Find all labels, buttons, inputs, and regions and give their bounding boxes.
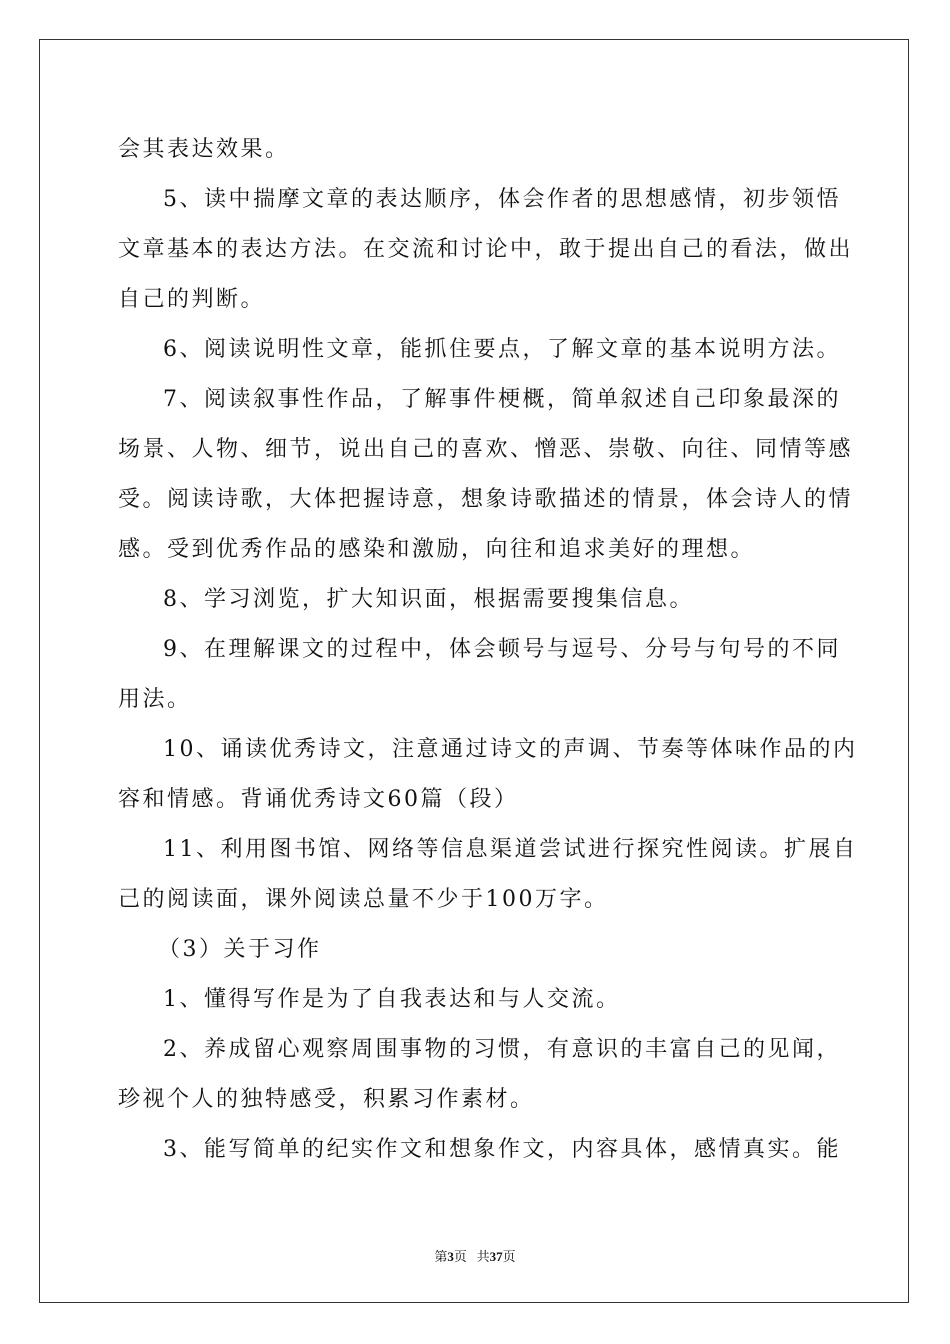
text-line: 己的阅读面，课外阅读总量不少于100万字。 xyxy=(118,887,609,912)
text-line: 文章基本的表达方法。在交流和讨论中，敢于提出自己的看法，做出 xyxy=(118,237,854,262)
text-line: 6、阅读说明性文章，能抓住要点，了解文章的基本说明方法。 xyxy=(163,337,841,362)
text-line: 5、读中揣摩文章的表达顺序，体会作者的思想感情，初步领悟 xyxy=(163,187,841,212)
text-line: 感。受到优秀作品的感染和激励，向往和追求美好的理想。 xyxy=(118,537,756,562)
text-line: 7、阅读叙事性作品，了解事件梗概，简单叙述自己印象最深的 xyxy=(163,387,841,412)
text-line: 容和情感。背诵优秀诗文60篇（段） xyxy=(118,787,519,812)
text-line: 2、养成留心观察周围事物的习惯，有意识的丰富自己的见闻， xyxy=(163,1037,841,1062)
total-pages: 37 xyxy=(489,1249,503,1264)
page-number: 3 xyxy=(447,1249,454,1264)
footer-prefix: 第 xyxy=(434,1249,448,1264)
footer-page-unit: 页 xyxy=(453,1249,467,1264)
footer-total-unit: 页 xyxy=(502,1249,516,1264)
text-line: 11、利用图书馆、网络等信息渠道尝试进行探究性阅读。扩展自 xyxy=(163,837,858,862)
text-line: 8、学习浏览，扩大知识面，根据需要搜集信息。 xyxy=(163,587,694,612)
footer-total-prefix: 共 xyxy=(476,1249,490,1264)
section-heading: （3）关于习作 xyxy=(158,937,322,962)
text-line: 3、能写简单的纪实作文和想象作文，内容具体，感情真实。能 xyxy=(163,1137,841,1162)
text-line: 受。阅读诗歌，大体把握诗意，想象诗歌描述的情景，体会诗人的情 xyxy=(118,487,854,512)
text-line: 珍视个人的独特感受，积累习作素材。 xyxy=(118,1087,535,1112)
text-line: 1、懂得写作是为了自我表达和与人交流。 xyxy=(163,987,621,1012)
text-line: 9、在理解课文的过程中，体会顿号与逗号、分号与句号的不同 xyxy=(163,637,841,662)
text-line: 10、诵读优秀诗文，注意通过诗文的声调、节奏等体味作品的内 xyxy=(163,737,858,762)
text-line: 会其表达效果。 xyxy=(118,137,290,162)
page-footer xyxy=(0,1246,950,1265)
text-line: 用法。 xyxy=(118,687,192,712)
text-line: 自己的判断。 xyxy=(118,287,266,312)
text-line: 场景、人物、细节，说出自己的喜欢、憎恶、崇敬、向往、同情等感 xyxy=(118,437,854,462)
